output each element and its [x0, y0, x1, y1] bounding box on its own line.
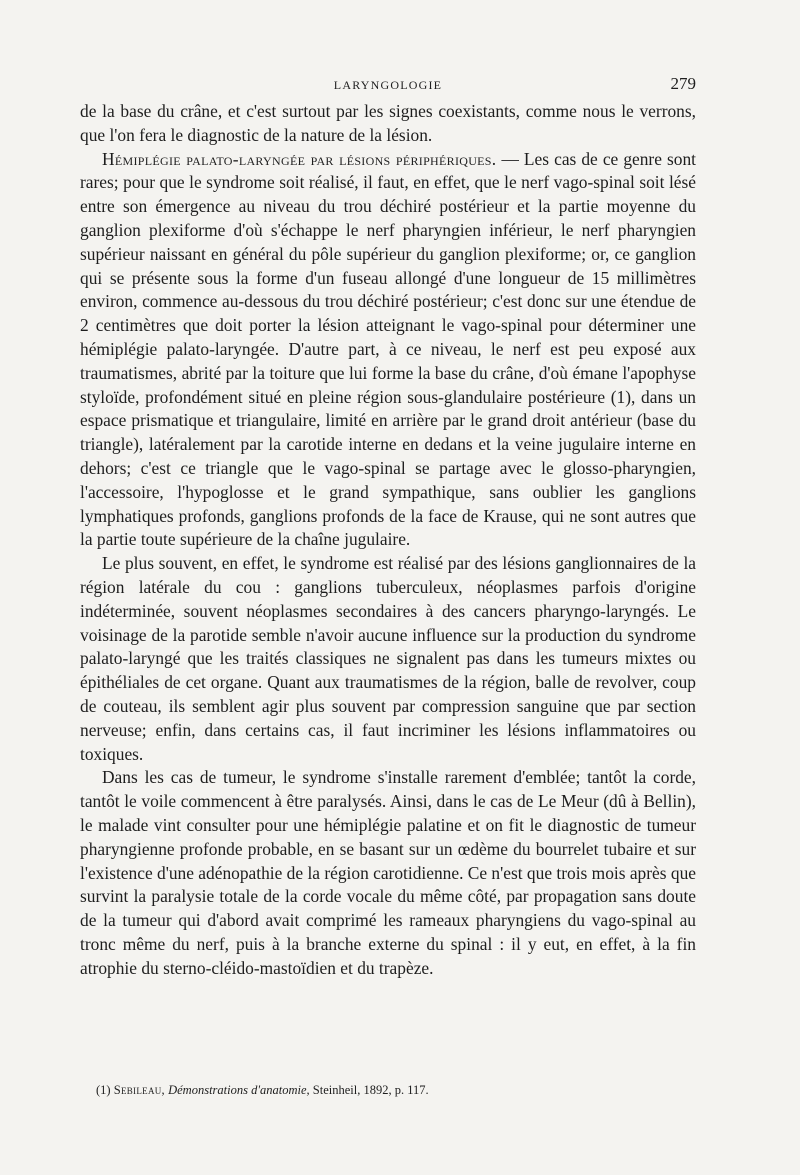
paragraph-3: Le plus souvent, en effet, le syndrome est réalisé par des lésions ganglionnaires de la région latérale du cou : ganglions tuberculeux, néoplasmes parfois d'origine indéterminée, souvent néoplasmes secondaires à des cancers pharyngo-laryngés. Le voisinage de la parotide semble n'avoir aucune influence sur la production du syndrome palato-laryngé que les traités classiques ne signalent pas dans les tumeurs mixtes ou épithéliales de cet organe. Quant aux traumatismes de la région, balle de revolver, coup de couteau, ils semblent agir plus souvent par compression sanguine que par section nerveuse; enfin, dans certains cas, il faut incriminer les lésions inflammatoires ou toxiques. — [80, 553, 696, 764]
paragraph-2-body: — Les cas de ce genre sont rares; pour que le syndrome soit réalisé, il faut, en effet, que le nerf vago-spinal soit lésé entre son émergence au niveau du trou déchiré postérieur et la partie moyenne du ganglion plexiforme d'où s'échappe le nerf pharyngien inférieur, le nerf pharyngien supérieur naissant en général du pôle supérieur du ganglion plexiforme; or, ce ganglion qui se présente sous la forme d'un fuseau allongé d'une longueur de 15 millimètres environ, commence au-dessous du trou déchiré postérieur; c'est donc sur une étendue de 2 centimètres que doit porter la lésion atteignant le vago-spinal pour déterminer une hémiplégie palato-laryngée. D'autre part, à ce niveau, le nerf est peu exposé aux traumatismes, abrité par la toiture que lui forme la base du crâne, d'où émane l'apophyse styloïde, profondément situé en pleine région sous-glandulaire postérieure (1), dans un espace prismatique et triangulaire, limité en arrière par le grand droit antérieur (base du triangle), latéralement par la carotide interne en dedans et la veine jugulaire interne en dehors; c'est ce triangle que le vago-spinal se partage avec le glosso-pharyngien, l'accessoire, l'hypoglosse et le grand sympathique, sans oublier les ganglions lymphatiques profonds, ganglions profonds de la face de Krause, qui ne sont autres que la partie toute supérieure de la chaîne jugulaire. — [80, 148, 696, 550]
page-number: 279 — [670, 74, 696, 93]
paragraph-4: Dans les cas de tumeur, le syndrome s'installe rarement d'emblée; tantôt la corde, tantôt le voile commencent à être paralysés. Ainsi, dans le cas de Le Meur (dû à Bellin), le malade vint consulter pour une hémiplégie palatine et on fit le diagnostic de tumeur pharyngienne profonde probable, en se basant sur un œdème du bourrelet tubaire et sur l'existence d'une adénopathie de la région carotidienne. Ce n'est que trois mois après que survint la paralysie totale de la corde vocale du même côté, par propagation sans doute de la tumeur qui d'abord avait comprimé les rameaux pharyngiens du vago-spinal au tronc même du nerf, puis à la branche externe du spinal : il y eut, en effet, à la fin atrophie du sterno-cléido-mastoïdien et du trapèze. — [80, 767, 696, 978]
footnote-marker: (1) — [96, 1083, 111, 1097]
footnote-rest: Steinheil, 1892, p. 117. — [309, 1083, 429, 1097]
footnote-title: Démonstrations d'anatomie, — [168, 1083, 310, 1097]
body-text — [80, 100, 696, 980]
section-heading: Hémiplégie palato-laryngée par lésions périphériques. — [102, 148, 497, 169]
paragraph-1: de la base du crâne, et c'est surtout par les signes coexistants, comme nous le verrons, que l'on fera le diagnostic de la nature de la lésion. — [80, 101, 696, 145]
running-title: LARYNGOLOGIE — [333, 78, 443, 92]
footnote-author: Sebileau, — [113, 1083, 165, 1097]
paragraph-2 — [80, 148, 696, 553]
footnote — [96, 1082, 696, 1098]
running-header — [80, 74, 696, 96]
